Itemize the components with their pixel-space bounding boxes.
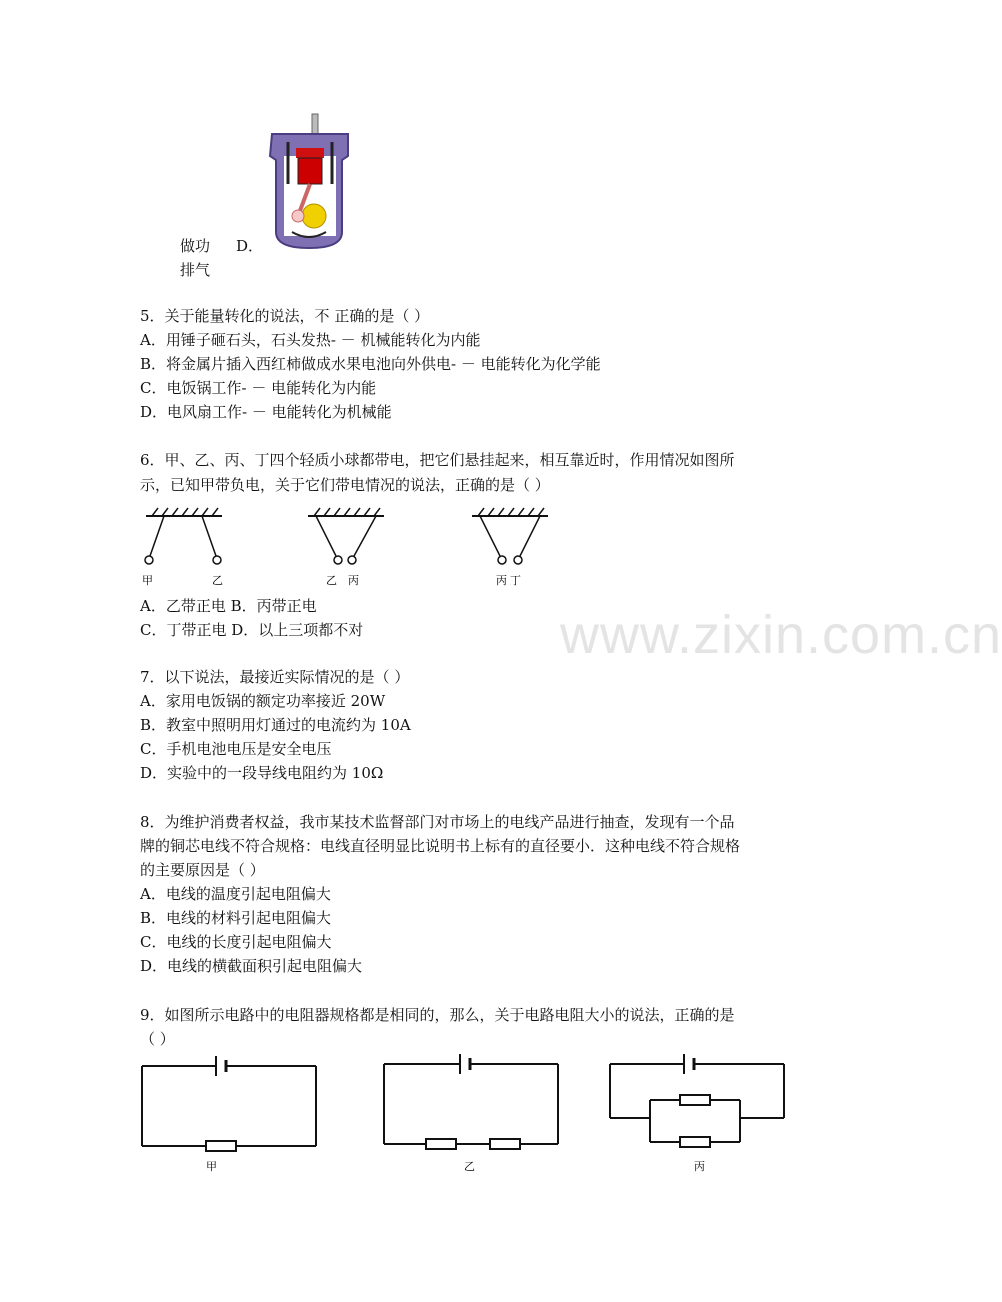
circuit-jia [142,1056,316,1151]
ball-pair-bing-ding [472,508,548,587]
q5-option-c: C．电饭锅工作- － 电能转化为内能 [140,379,377,397]
label-ding: 丁 [510,574,521,587]
charged-balls-figure [138,504,558,590]
q5-option-b: B．将金属片插入西红柿做成水果电池向外供电- － 电能转化为化学能 [140,355,601,373]
ball-pair-jia-yi [142,508,223,587]
label-option-d: D． [236,237,264,255]
q6-options-cd: C．丁带正电 D．以上三项都不对 [140,621,364,639]
q8-option-a: A．电线的温度引起电阻偏大 [140,885,331,903]
engine-diagram [262,112,356,252]
circuit-bing [610,1054,784,1147]
q6-stem-line2: 示，已知甲带负电，关于它们带电情况的说法，正确的是（ ） [140,476,550,494]
q8-option-d: D．电线的横截面积引起电阻偏大 [140,957,363,975]
q6-options-ab: A．乙带正电 B．丙带正电 [140,597,317,615]
label-zuogong: 做功 [180,237,211,255]
q7-option-d: D．实验中的一段导线电阻约为 10Ω [140,764,384,782]
q8-stem-line3: 的主要原因是（ ） [140,861,265,879]
label-circuit-yi: 乙 [464,1160,475,1173]
q7-stem: 7．以下说法，最接近实际情况的是（ ） [140,668,410,686]
circuit-figure [138,1048,788,1178]
label-circuit-jia: 甲 [206,1160,217,1173]
label-yi: 乙 [212,574,223,587]
q6-stem-line1: 6．甲、乙、丙、丁四个轻质小球都带电，把它们悬挂起来，相互靠近时，作用情况如图所 [140,451,735,469]
label-bing: 丙 [348,574,359,587]
ball-pair-yi-bing [308,508,384,587]
q5-option-d: D．电风扇工作- － 电能转化为机械能 [140,403,392,421]
q7-option-c: C．手机电池电压是安全电压 [140,740,332,758]
q5-stem: 5．关于能量转化的说法，不 正确的是（ ） [140,307,430,325]
q8-stem-line1: 8．为维护消费者权益，我市某技术监督部门对市场上的电线产品进行抽查，发现有一个品 [140,813,735,831]
q9-stem-line1: 9．如图所示电路中的电阻器规格都是相同的，那么，关于电路电阻大小的说法，正确的是 [140,1006,735,1024]
q8-stem-line2: 牌的铜芯电线不符合规格：电线直径明显比说明书上标有的直径要小．这种电线不符合规格 [140,837,741,855]
watermark: www.zixin.com.cn [560,605,1002,665]
label-jia: 甲 [142,574,153,587]
q5-option-a: A．用锤子砸石头，石头发热- － 机械能转化为内能 [140,331,481,349]
q7-option-a: A．家用电饭锅的额定功率接近 20W [140,692,386,710]
circuit-yi [384,1054,558,1149]
q8-option-b: B．电线的材料引起电阻偏大 [140,909,332,927]
label-bing-2: 丙 [496,574,507,587]
q9-stem-line2: （ ） [140,1030,175,1048]
label-yi-2: 乙 [326,574,337,587]
q7-option-b: B．教室中照明用灯通过的电流约为 10A [140,716,411,734]
q8-option-c: C．电线的长度引起电阻偏大 [140,933,332,951]
label-paiqi: 排气 [180,261,211,279]
label-circuit-bing: 丙 [694,1160,705,1173]
